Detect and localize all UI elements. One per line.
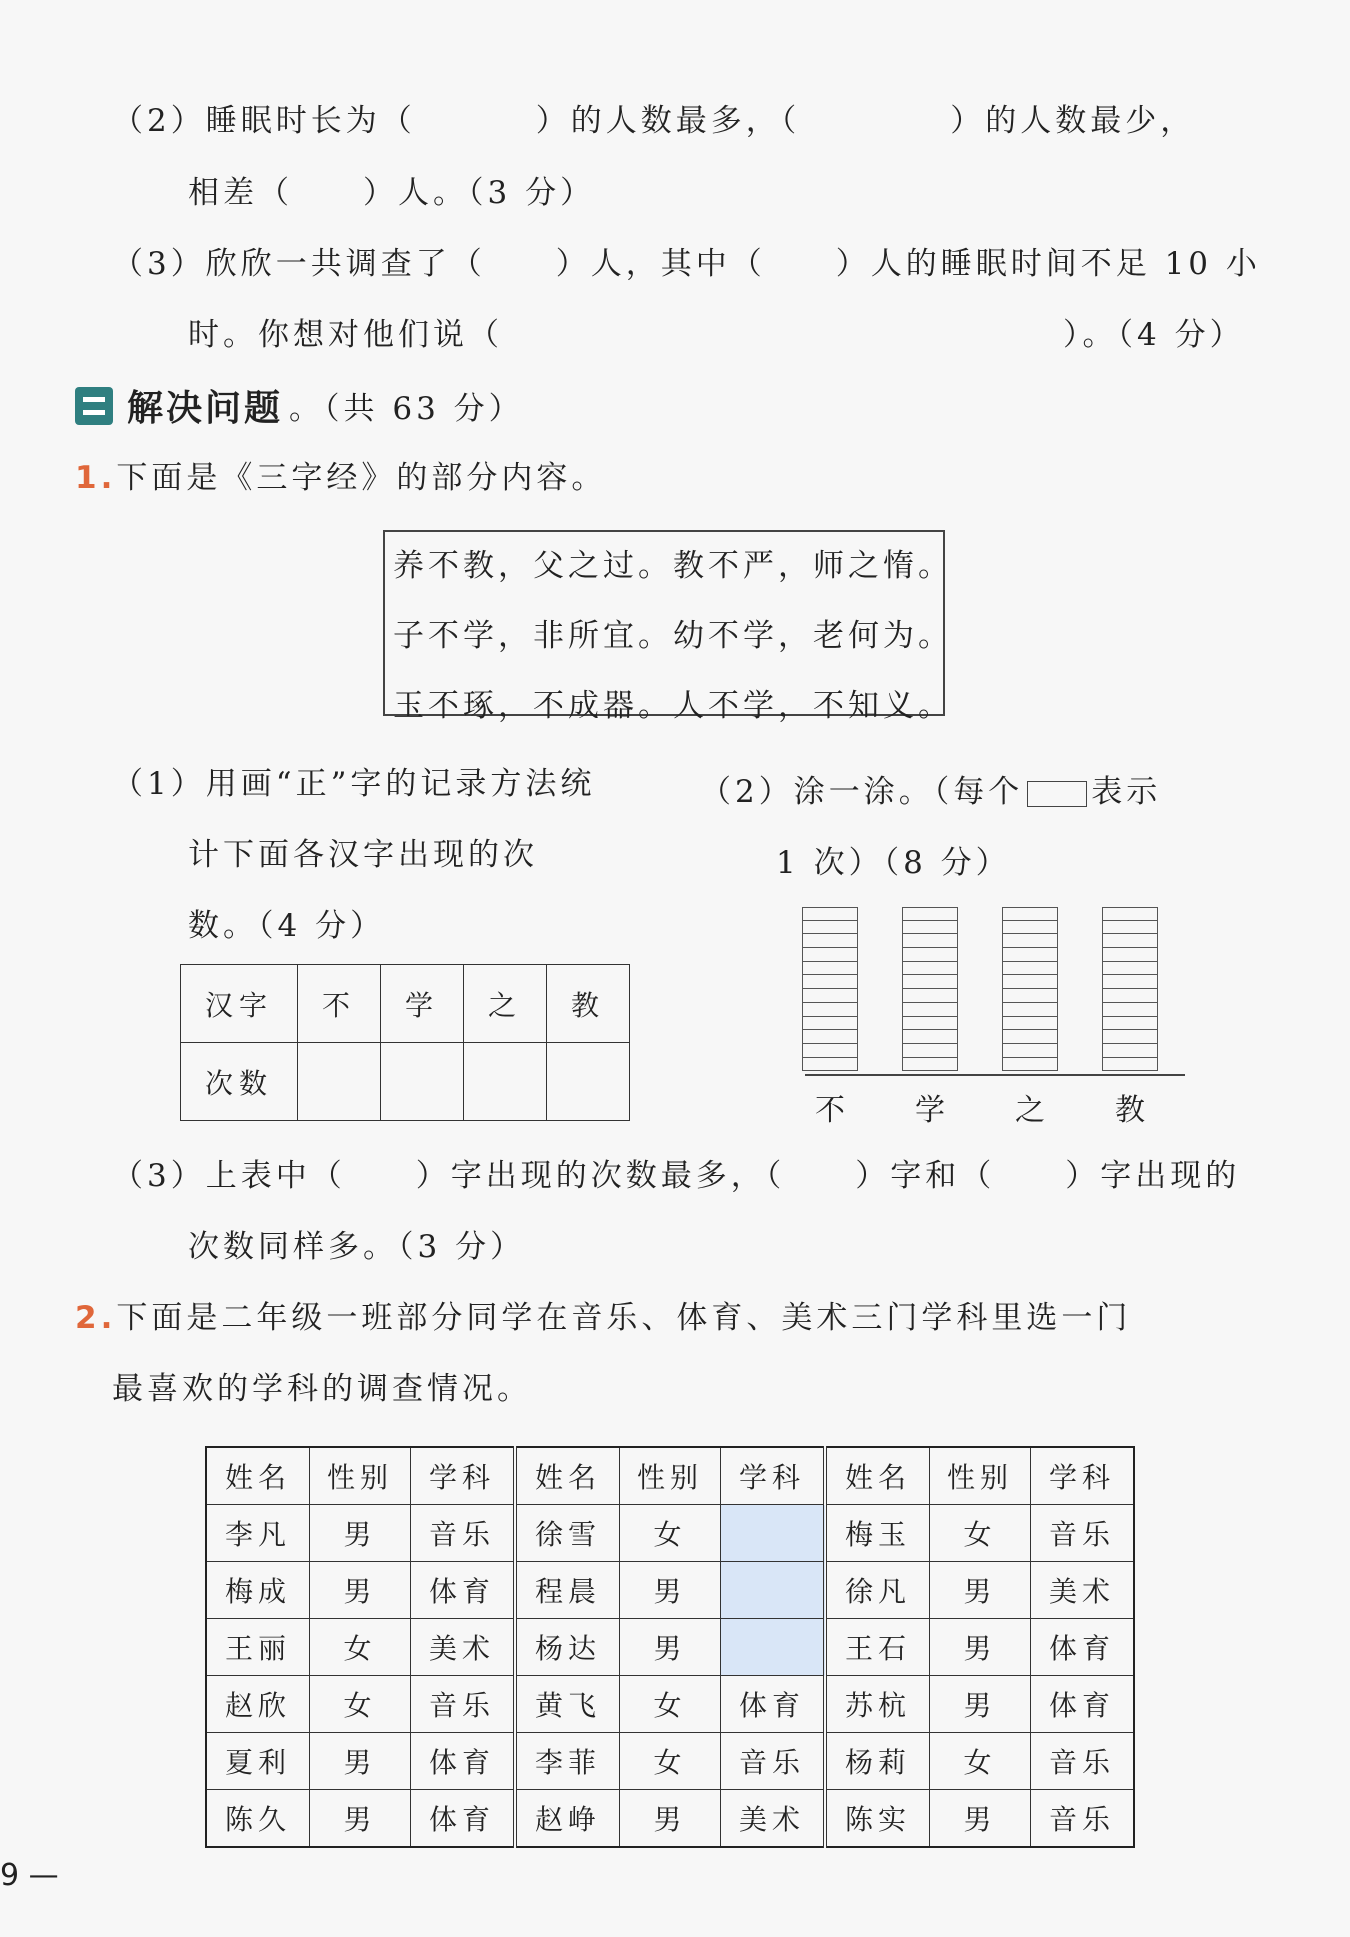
survey-cell: 女 (930, 1505, 1031, 1562)
survey-cell: 陈实 (825, 1790, 930, 1848)
section-title: 解决问题 (127, 388, 284, 429)
grid-cell[interactable] (902, 1003, 958, 1017)
survey-cell: 男 (930, 1619, 1031, 1676)
sub2-text-a: （2）涂一涂。（每个 (700, 774, 1024, 810)
grid-cell[interactable] (802, 1044, 858, 1058)
grid-cell[interactable] (802, 921, 858, 935)
sub3-line1 (112, 1150, 1240, 1195)
grid-cell[interactable] (902, 1044, 958, 1058)
table-row (181, 965, 630, 1043)
survey-header-cell: 性别 (620, 1447, 721, 1505)
grid-cell[interactable] (902, 989, 958, 1003)
survey-cell: 体育 (1031, 1676, 1135, 1733)
q2-text-e: ）人。（3 分） (363, 175, 596, 211)
problem-1-stem (75, 452, 606, 497)
survey-cell: 体育 (411, 1733, 516, 1790)
survey-cell: 男 (310, 1790, 411, 1848)
grid-cell[interactable] (802, 962, 858, 976)
sub3-text-a: （3）上表中（ (112, 1158, 346, 1194)
grid-cell[interactable] (902, 1058, 958, 1072)
survey-cell: 赵欣 (206, 1676, 310, 1733)
problem-2-line1 (75, 1292, 1131, 1337)
survey-header-cell: 性别 (310, 1447, 411, 1505)
problem-1-text: 下面是《三字经》的部分内容。 (116, 460, 607, 496)
q2-text-d: 相差（ (188, 175, 293, 211)
grid-cell[interactable] (1102, 921, 1158, 935)
table-header: 汉字 (181, 965, 298, 1043)
grid-cell[interactable] (802, 934, 858, 948)
survey-cell: 女 (310, 1619, 411, 1676)
grid-cell[interactable] (1002, 934, 1058, 948)
survey-cell: 男 (930, 1562, 1031, 1619)
grid-cell[interactable] (1102, 1017, 1158, 1031)
answer-cell[interactable] (298, 1043, 381, 1121)
survey-cell: 音乐 (721, 1733, 826, 1790)
sub3-line2: 次数同样多。（3 分） (188, 1229, 526, 1265)
grid-cell[interactable] (1002, 948, 1058, 962)
q3-text-d: 时。你想对他们说（ (188, 317, 503, 353)
grid-cell[interactable] (1002, 1058, 1058, 1072)
grid-cell[interactable] (802, 907, 858, 921)
survey-cell: 陈久 (206, 1790, 310, 1848)
sub1-line2: 计下面各汉字出现的次 (188, 837, 538, 873)
survey-cell: 黄飞 (515, 1676, 620, 1733)
table-row (181, 1043, 630, 1121)
grid-cell[interactable] (1002, 1017, 1058, 1031)
grid-cell[interactable] (1002, 1003, 1058, 1017)
grid-cell[interactable] (902, 948, 958, 962)
grid-cell[interactable] (1002, 989, 1058, 1003)
grid-cell[interactable] (1002, 975, 1058, 989)
problem-1-number: 1. (75, 460, 117, 496)
grid-cell[interactable] (902, 1030, 958, 1044)
grid-cell[interactable] (802, 1058, 858, 1072)
grid-cell[interactable] (1102, 1044, 1158, 1058)
survey-cell: 男 (310, 1505, 411, 1562)
poem-line: 养不教，父之过。教不严，师之惰。 (393, 548, 953, 584)
survey-cell: 王丽 (206, 1619, 310, 1676)
answer-cell[interactable] (381, 1043, 464, 1121)
survey-cell: 音乐 (411, 1505, 516, 1562)
grid-cell[interactable] (802, 1017, 858, 1031)
grid-cell[interactable] (802, 1003, 858, 1017)
survey-cell: 男 (310, 1733, 411, 1790)
survey-cell: 女 (620, 1676, 721, 1733)
survey-cell: 音乐 (1031, 1733, 1135, 1790)
survey-cell: 美术 (721, 1790, 826, 1848)
grid-column (1102, 907, 1158, 1071)
survey-cell: 体育 (411, 1790, 516, 1848)
table-header: 学 (381, 965, 464, 1043)
survey-cell: 男 (620, 1619, 721, 1676)
survey-cell: 杨达 (515, 1619, 620, 1676)
survey-cell: 女 (620, 1505, 721, 1562)
survey-cell: 体育 (1031, 1619, 1135, 1676)
survey-header-cell: 性别 (930, 1447, 1031, 1505)
survey-cell: 王石 (825, 1619, 930, 1676)
unit-box-icon (1027, 781, 1087, 807)
q3-text-b: ）人，其中（ (555, 246, 766, 282)
poem-line: 子不学，非所宜。幼不学，老何为。 (393, 618, 953, 654)
survey-cell: 美术 (1031, 1562, 1135, 1619)
table-row (206, 1619, 1134, 1676)
grid-cell[interactable] (902, 934, 958, 948)
grid-cell[interactable] (1002, 1044, 1058, 1058)
grid-cell[interactable] (1102, 975, 1158, 989)
survey-cell: 李菲 (515, 1733, 620, 1790)
page-number: 9 — (0, 1858, 59, 1893)
survey-cell: 体育 (411, 1562, 516, 1619)
survey-cell: 李凡 (206, 1505, 310, 1562)
grid-label: 不 (815, 1093, 845, 1128)
grid-column (1002, 907, 1058, 1071)
answer-cell[interactable] (547, 1043, 630, 1121)
table-row (206, 1562, 1134, 1619)
sub2-line2: 1 次）（8 分） (776, 845, 1011, 881)
survey-cell: 男 (930, 1790, 1031, 1848)
grid-cell[interactable] (1102, 948, 1158, 962)
survey-answer-cell[interactable] (721, 1505, 826, 1562)
problem-2-text: 下面是二年级一班部分同学在音乐、体育、美术三门学科里选一门 (116, 1300, 1132, 1336)
table-header: 教 (547, 965, 630, 1043)
survey-cell: 苏杭 (825, 1676, 930, 1733)
survey-cell: 夏利 (206, 1733, 310, 1790)
grid-cell[interactable] (902, 907, 958, 921)
grid-cell[interactable] (802, 975, 858, 989)
grid-label: 教 (1115, 1093, 1145, 1128)
q2-text-a: （2）睡眠时长为（ (112, 103, 416, 139)
survey-header-cell: 学科 (721, 1447, 826, 1505)
question-2-line1 (112, 95, 1195, 140)
sub2-text-b: 表示 (1091, 774, 1162, 810)
survey-cell: 美术 (411, 1619, 516, 1676)
sub3-text-b: ）字出现的次数最多，（ (415, 1158, 786, 1194)
grid-cell[interactable] (1002, 921, 1058, 935)
poem-box (383, 530, 953, 724)
question-3-line2 (188, 309, 1245, 354)
grid-baseline (805, 1074, 1185, 1076)
sub1-line3: 数。（4 分） (188, 908, 386, 944)
grid-cell[interactable] (1002, 962, 1058, 976)
survey-cell: 徐雪 (515, 1505, 620, 1562)
count-table (180, 964, 630, 1121)
grid-column (802, 907, 858, 1071)
grid-cell[interactable] (1102, 962, 1158, 976)
grid-cell[interactable] (902, 975, 958, 989)
table-row (206, 1505, 1134, 1562)
survey-cell: 女 (620, 1733, 721, 1790)
poem-line: 玉不琢，不成器。人不学，不知义。 (393, 688, 953, 724)
survey-cell: 男 (310, 1562, 411, 1619)
problem-2-number: 2. (75, 1300, 117, 1336)
table-row (206, 1676, 1134, 1733)
sub2-line1 (700, 766, 1161, 811)
answer-cell[interactable] (464, 1043, 547, 1121)
grid-cell[interactable] (1002, 907, 1058, 921)
survey-header-row (206, 1447, 1134, 1505)
survey-cell: 音乐 (411, 1676, 516, 1733)
survey-cell: 女 (310, 1676, 411, 1733)
survey-cell: 梅成 (206, 1562, 310, 1619)
question-2-line2 (188, 167, 595, 212)
table-header: 之 (464, 965, 547, 1043)
grid-cell[interactable] (1102, 1003, 1158, 1017)
survey-cell: 程晨 (515, 1562, 620, 1619)
grid-cell[interactable] (802, 948, 858, 962)
survey-cell: 体育 (721, 1676, 826, 1733)
survey-header-cell: 学科 (411, 1447, 516, 1505)
grid-cell[interactable] (802, 1030, 858, 1044)
survey-cell: 男 (620, 1790, 721, 1848)
survey-cell: 音乐 (1031, 1505, 1135, 1562)
survey-cell: 音乐 (1031, 1790, 1135, 1848)
grid-cell[interactable] (1102, 907, 1158, 921)
section-number-icon (75, 387, 113, 425)
survey-answer-cell[interactable] (721, 1619, 826, 1676)
survey-answer-cell[interactable] (721, 1562, 826, 1619)
sub1-line1: （1）用画“正”字的记录方法统 (112, 766, 596, 802)
survey-cell: 男 (930, 1676, 1031, 1733)
grid-column (902, 907, 958, 1071)
survey-header-cell: 姓名 (515, 1447, 620, 1505)
section-score: 。（共 63 分） (289, 391, 524, 427)
grid-cell[interactable] (802, 989, 858, 1003)
grid-label: 学 (915, 1093, 945, 1128)
table-row-label: 次数 (181, 1043, 298, 1121)
q2-text-b: ）的人数最多，（ (535, 103, 801, 139)
survey-cell: 徐凡 (825, 1562, 930, 1619)
survey-cell: 赵峥 (515, 1790, 620, 1848)
q3-text-c: ）人的睡眠时间不足 10 小 (835, 246, 1261, 282)
grid-cell[interactable] (902, 921, 958, 935)
question-3-line1 (112, 238, 1261, 283)
grid-cell[interactable] (1102, 989, 1158, 1003)
grid-cell[interactable] (902, 962, 958, 976)
survey-header-cell: 学科 (1031, 1447, 1135, 1505)
survey-cell: 男 (620, 1562, 721, 1619)
grid-cell[interactable] (1102, 1030, 1158, 1044)
problem-2-line2: 最喜欢的学科的调查情况。 (112, 1371, 532, 1407)
sub3-text-c: ）字和（ (855, 1158, 996, 1194)
grid-cell[interactable] (902, 1017, 958, 1031)
survey-header-cell: 姓名 (206, 1447, 310, 1505)
survey-header-cell: 姓名 (825, 1447, 930, 1505)
q3-text-e: ）。（4 分） (1063, 317, 1245, 353)
section-header (75, 380, 524, 431)
grid-cell[interactable] (1102, 934, 1158, 948)
table-row (206, 1733, 1134, 1790)
survey-cell: 梅玉 (825, 1505, 930, 1562)
grid-label: 之 (1015, 1093, 1045, 1128)
table-row (206, 1790, 1134, 1848)
table-header: 不 (298, 965, 381, 1043)
sub3-text-d: ）字出现的 (1065, 1158, 1241, 1194)
q3-text-a: （3）欣欣一共调查了（ (112, 246, 486, 282)
grid-cell[interactable] (1102, 1058, 1158, 1072)
q2-text-c: ）的人数最少， (950, 103, 1196, 139)
grid-cell[interactable] (1002, 1030, 1058, 1044)
survey-cell: 杨莉 (825, 1733, 930, 1790)
survey-table (205, 1446, 1135, 1848)
survey-cell: 女 (930, 1733, 1031, 1790)
